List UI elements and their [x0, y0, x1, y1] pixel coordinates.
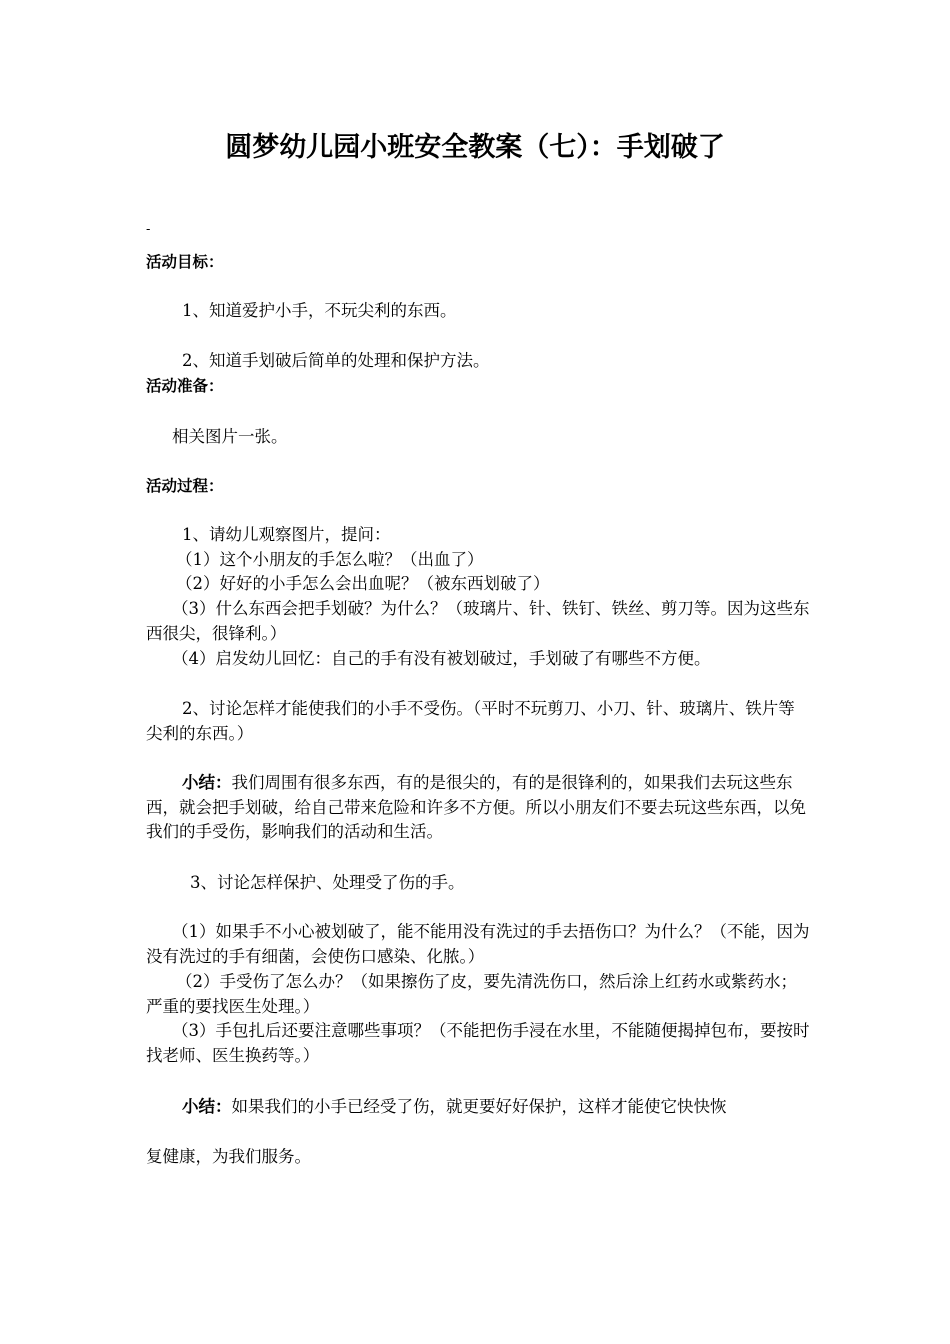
step-1: 1、请幼儿观察图片，提问： — [182, 525, 391, 544]
summary-label: 小结： — [182, 773, 232, 792]
question-1: （1）这个小朋友的手怎么啦？（出血了） — [176, 550, 484, 569]
summary-1-text: 我们周围有很多东西，有的是很尖的，有的是很锋利的，如果我们去玩这些东西，就会把手划破，给自己带来危险和许多不方便。所以小朋友们不要去玩这些东西，以免我们的手受伤，影响我们的活动和生活。 — [146, 773, 806, 841]
question-3: （3）什么东西会把手划破？为什么？（玻璃片、针、铁钉、铁丝、剪刀等。因为这些东西很尖，很锋利。） — [146, 599, 810, 643]
summary-2-line-2: 复健康，为我们服务。 — [146, 1147, 311, 1166]
step-2: 2、讨论怎样才能使我们的小手不受伤。（平时不玩剪刀、小刀、针、玻璃片、铁片等尖利的东西。） — [146, 699, 795, 743]
summary-2 — [146, 1095, 811, 1120]
response-2: （2）手受伤了怎么办？（如果擦伤了皮，要先清洗伤口，然后涂上红药水或紫药水；严重的要找医生处理。） — [146, 972, 797, 1016]
goals-heading: 活动目标： — [146, 253, 224, 271]
question-2: （2）好好的小手怎么会出血呢？（被东西划破了） — [176, 574, 550, 593]
separator-dash: - — [146, 222, 151, 237]
goal-item-2: 2、知道手划破后简单的处理和保护方法。 — [182, 351, 490, 370]
summary-2-text-line-1: 如果我们的小手已经受了伤，就更要好好保护，这样才能使它快快恢 — [231, 1097, 727, 1116]
response-3: （3）手包扎后还要注意哪些事项？（不能把伤手浸在水里，不能随便揭掉包布，要按时找老师、医生换药等。） — [146, 1021, 810, 1065]
response-1: （1）如果手不小心被划破了，能不能用没有洗过的手去捂伤口？为什么？（不能，因为没有洗过的手有细菌，会使伤口感染、化脓。） — [146, 922, 810, 966]
document-title: 圆梦幼儿园小班安全教案（七）：手划破了 — [225, 132, 725, 163]
summary-2-label: 小结： — [182, 1097, 232, 1116]
prep-heading: 活动准备： — [146, 377, 224, 395]
prep-text: 相关图片一张。 — [172, 427, 288, 446]
summary-1 — [146, 771, 811, 845]
question-4: （4）启发幼儿回忆：自己的手有没有被划破过，手划破了有哪些不方便。 — [172, 649, 711, 668]
goal-item-1: 1、知道爱护小手，不玩尖利的东西。 — [182, 301, 457, 320]
step-3: 3、讨论怎样保护、处理受了伤的手。 — [190, 873, 465, 892]
process-heading: 活动过程： — [146, 477, 224, 495]
